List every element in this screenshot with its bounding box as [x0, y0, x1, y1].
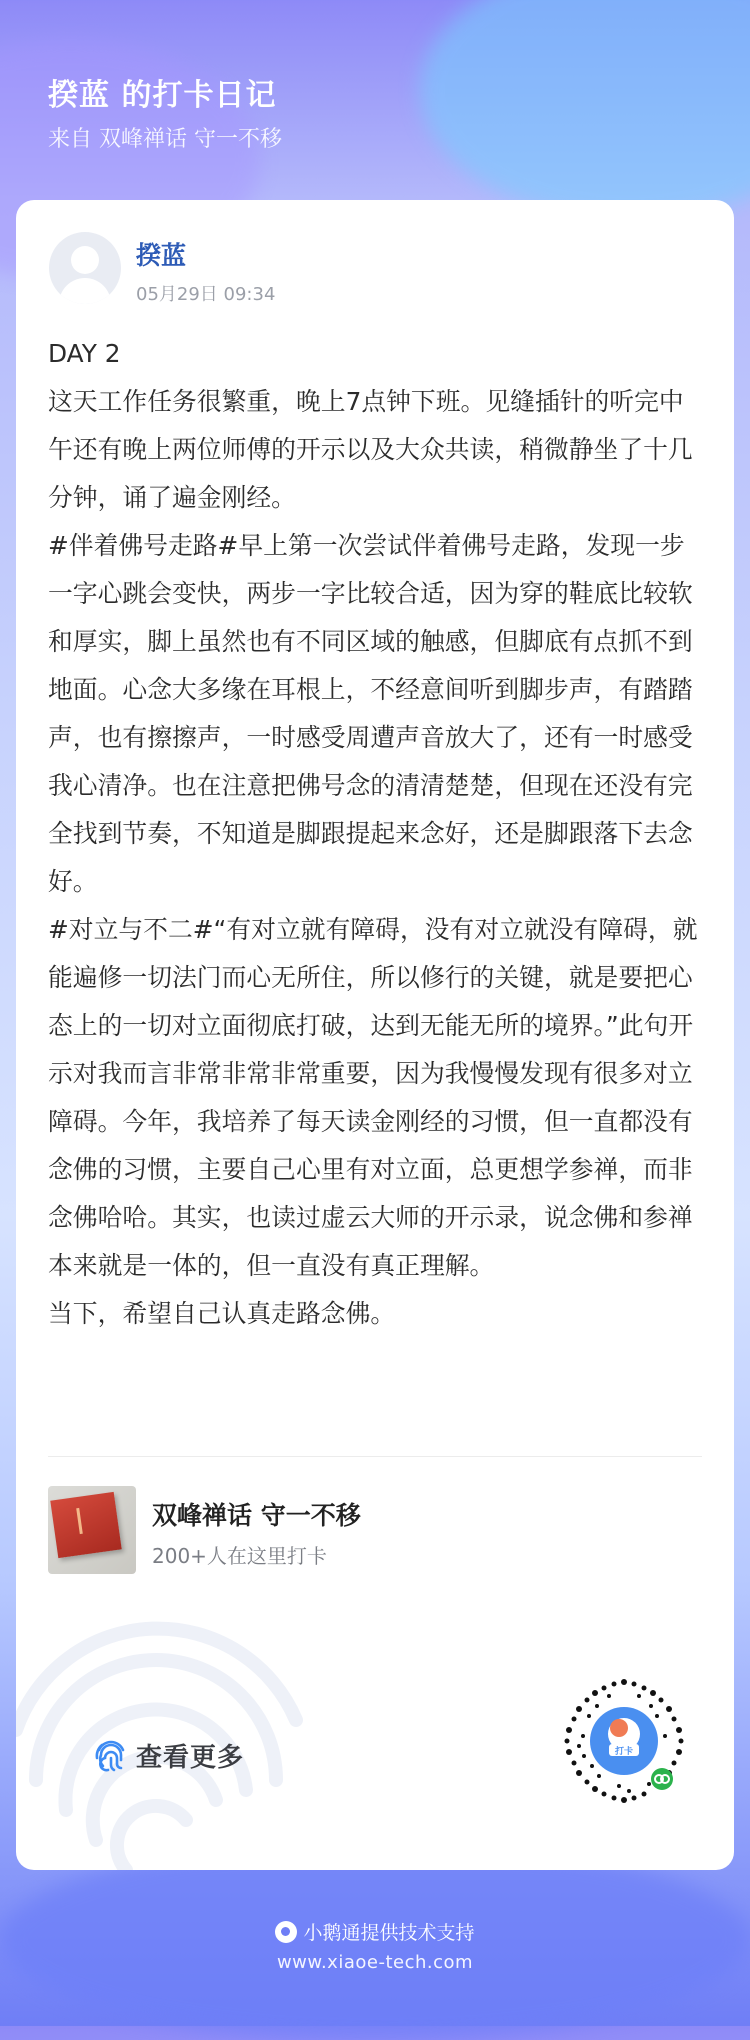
avatar[interactable] [49, 232, 121, 304]
book-image [50, 1492, 121, 1558]
username[interactable]: 揆蓝 [136, 241, 187, 270]
avatar-body-shape [59, 278, 111, 304]
mini-program-qr-code[interactable] [559, 1676, 689, 1806]
post-content [48, 330, 708, 1338]
page-title: 揆蓝 的打卡日记 [48, 78, 277, 113]
divider [48, 1456, 702, 1457]
view-more-label: 查看更多 [136, 1742, 245, 1773]
svg-text:打卡: 打卡 [614, 1747, 634, 1757]
post-paragraph: 当下，希望自己认真走路念佛。 [48, 1299, 396, 1328]
tech-support-url[interactable]: www.xiaoe-tech.com [276, 1952, 474, 1973]
post-paragraph: #对立与不二#“有对立就有障碍，没有对立就没有障碍，就能遍修一切法门而心无所住，所以修行的关键，就是要把心态上的一切对立面彻底打破，达到无能无所的境界。”此句开示对我而言非常非常非常重要，因为我慢慢发现有很多对立障碍。今年，我培养了每天读金刚经的习惯，但一直都没有念佛的习惯，主要自己心里有对立面，总更想学参禅，而非念佛哈哈。其实，也读过虚云大师的开示录，说念佛和参禅本来就是一体的，但一直没有真正理解。 [48, 915, 698, 1280]
post-paragraph: #伴着佛号走路#早上第一次尝试伴着佛号走路，发现一步一字心跳会变快，两步一字比较合适，因为穿的鞋底比较软和厚实，脚上虽然也有不同区域的触感，但脚底有点抓不到地面。心念大多缘在耳根上，不经意间听到脚步声，有踏踏声，也有擦擦声，一时感受周遭声音放大了，还有一时感受我心清净。也在注意把佛号念的清清楚楚，但现在还没有完全找到节奏，不知道是脚跟提起来念好，还是脚跟落下去念好。 [48, 531, 693, 896]
post-time: 05月29日 09:34 [136, 284, 276, 305]
post-paragraph: DAY 2 [48, 339, 121, 368]
xiaoe-logo-icon [275, 1921, 297, 1943]
page-subtitle: 来自 双峰禅话 守一不移 [48, 127, 282, 152]
tech-support-text: 小鹅通提供技术支持 [303, 1922, 475, 1944]
course-thumbnail[interactable] [48, 1486, 136, 1574]
background-glow [420, 0, 750, 220]
tech-support-line [0, 1918, 750, 1945]
post-paragraph: 这天工作任务很繁重，晚上7点钟下班。见缝插针的听完中午还有晚上两位师傅的开示以及大众共读，稍微静坐了十几分钟，诵了遍金刚经。 [48, 387, 693, 512]
diary-card [16, 200, 734, 1870]
course-title[interactable]: 双峰禅话 守一不移 [152, 1501, 361, 1530]
avatar-head-shape [71, 246, 99, 274]
fingerprint-icon [94, 1736, 128, 1774]
course-checkin-count: 200+人在这里打卡 [152, 1544, 327, 1568]
view-more-button[interactable] [94, 1736, 244, 1774]
